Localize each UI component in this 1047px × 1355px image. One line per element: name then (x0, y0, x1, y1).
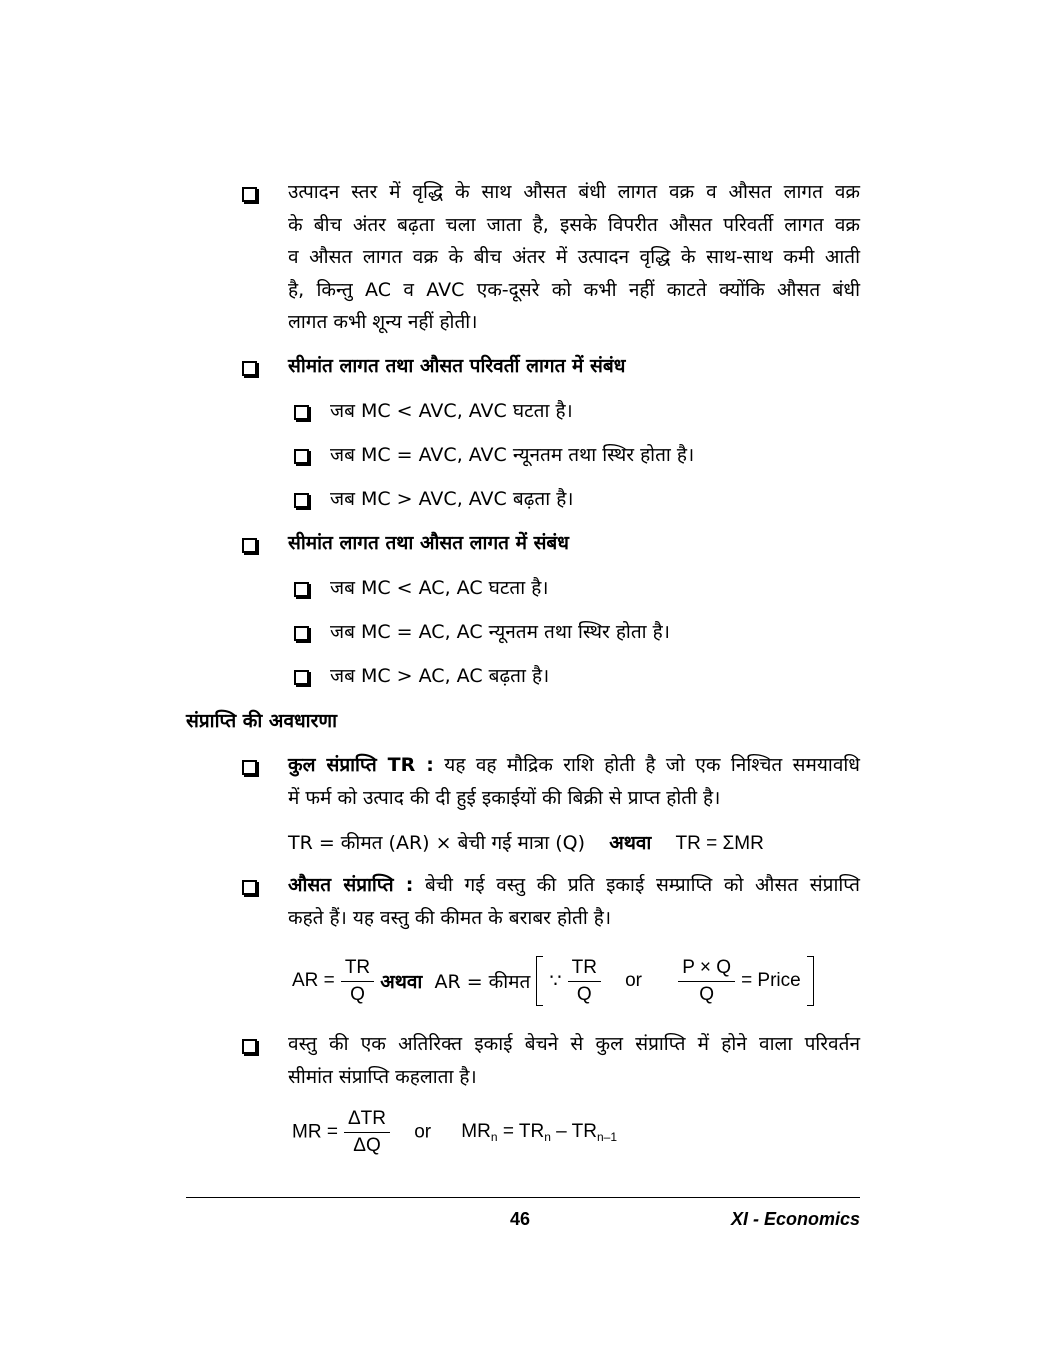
numerator: P × Q (678, 957, 735, 982)
denominator: Q (576, 983, 592, 1005)
formula-tr-right: TR = ΣMR (675, 833, 764, 854)
formula-mrn: $MR_n = TR_n - TR_{n-1}$ (461, 1121, 618, 1144)
formula-or: or (414, 1121, 432, 1143)
text-line: व औसत लागत वक्र के बीच अंतर में उत्पादन वृद्धि के साथ-साथ कमी आती (288, 246, 860, 268)
denominator: ΔQ (353, 1135, 381, 1156)
text-line: उत्पादन स्तर में वृद्धि के साथ औसत बंधी लागत वक्र व औसत लागत वक्र (288, 181, 860, 203)
numerator: TR (568, 957, 601, 982)
text-line: है, किन्तु AC व AVC एक-दूसरे को कभी नहीं काटते क्योंकि औसत बंधी (288, 278, 860, 301)
formula-tr (288, 829, 764, 855)
formula-or: or (625, 970, 642, 991)
list-item: जब MC = AVC, AVC न्यूनतम तथा स्थिर होता है। (330, 444, 695, 466)
section-title: संप्राप्ति की अवधारणा (186, 710, 338, 732)
footer-rule (186, 1197, 860, 1198)
heading-mc-avc: सीमांत लागत तथा औसत परिवर्ती लागत में संबंध (288, 355, 626, 377)
paragraph-average-revenue (288, 869, 860, 934)
text-line: यह वह मौद्रिक राशि होती है जो एक निश्चित समयावधि (444, 754, 860, 776)
paragraph-total-revenue (288, 749, 860, 814)
checkbox-bullet-icon (242, 538, 257, 553)
checkbox-bullet-icon (242, 760, 257, 775)
text-line: में फर्म को उत्पाद की दी हुई इकाईयों की बिक्री से प्राप्त होती है। (288, 786, 721, 809)
term-ar: औसत संप्राप्ति : (288, 874, 414, 896)
formula-ar (292, 956, 814, 1006)
formula-mr-left: MR = (292, 1121, 338, 1143)
checkbox-bullet-icon (294, 493, 309, 508)
fraction-tr-q-2 (568, 957, 601, 1006)
checkbox-bullet-icon (242, 880, 257, 895)
right-bracket (807, 956, 814, 1006)
left-bracket (536, 956, 543, 1006)
checkbox-bullet-icon (294, 405, 309, 420)
denominator: Q (350, 983, 365, 1005)
numerator: TR (341, 957, 374, 982)
text-line: वस्तु की एक अतिरिक्त इकाई बेचने से कुल संप्राप्ति में होने वाला परिवर्तन (288, 1033, 860, 1055)
list-item: जब MC = AC, AC न्यूनतम तथा स्थिर होता है। (330, 621, 670, 643)
checkbox-bullet-icon (242, 361, 257, 376)
formula-ar-price: AR = कीमत (434, 971, 531, 993)
footer-book-title: XI - Economics (730, 1209, 860, 1229)
term-tr: कुल संप्राप्ति TR : (288, 754, 434, 776)
paragraph-ac-avc (288, 176, 860, 339)
list-item: जब MC > AC, AC बढ़ता है। (330, 665, 550, 687)
numerator: ΔTR (344, 1108, 390, 1133)
text-line: के बीच अंतर बढ़ता चला जाता है, इसके विपरीत औसत परिवर्ती लागत वक्र (288, 213, 860, 236)
formula-price: = Price (741, 970, 801, 991)
page-number: 46 (510, 1209, 531, 1229)
fraction-dtr-dq (344, 1108, 390, 1157)
formula-tr-left: TR = कीमत (AR) × बेची गई मात्रा (Q) (288, 832, 586, 854)
text-line: कहते हैं। यह वस्तु की कीमत के बराबर होती है। (288, 906, 612, 929)
denominator: Q (699, 983, 715, 1005)
list-item: जब MC < AVC, AVC घटता है। (330, 400, 573, 422)
checkbox-bullet-icon (294, 582, 309, 597)
formula-ar-left: AR = (292, 970, 335, 991)
list-item: जब MC < AC, AC घटता है। (330, 577, 549, 599)
formula-ar-or: अथवा (380, 971, 423, 993)
checkbox-bullet-icon (294, 449, 309, 464)
formula-tr-or: अथवा (609, 832, 652, 854)
fraction-pq-q (678, 957, 735, 1006)
checkbox-bullet-icon (294, 626, 309, 641)
because-symbol: ∵ (549, 970, 562, 992)
checkbox-bullet-icon (242, 187, 257, 202)
checkbox-bullet-icon (294, 670, 309, 685)
paragraph-marginal-revenue (288, 1028, 860, 1093)
heading-mc-ac: सीमांत लागत तथा औसत लागत में संबंध (288, 532, 569, 554)
formula-mr (292, 1108, 617, 1157)
text-line: सीमांत संप्राप्ति कहलाता है। (288, 1065, 477, 1088)
text-line: लागत कभी शून्य नहीं होती। (288, 311, 478, 333)
fraction-tr-q (341, 957, 374, 1006)
list-item: जब MC > AVC, AVC बढ़ता है। (330, 488, 574, 510)
checkbox-bullet-icon (242, 1039, 257, 1054)
text-line: बेची गई वस्तु की प्रति इकाई सम्प्राप्ति को औसत संप्राप्ति (425, 874, 860, 896)
